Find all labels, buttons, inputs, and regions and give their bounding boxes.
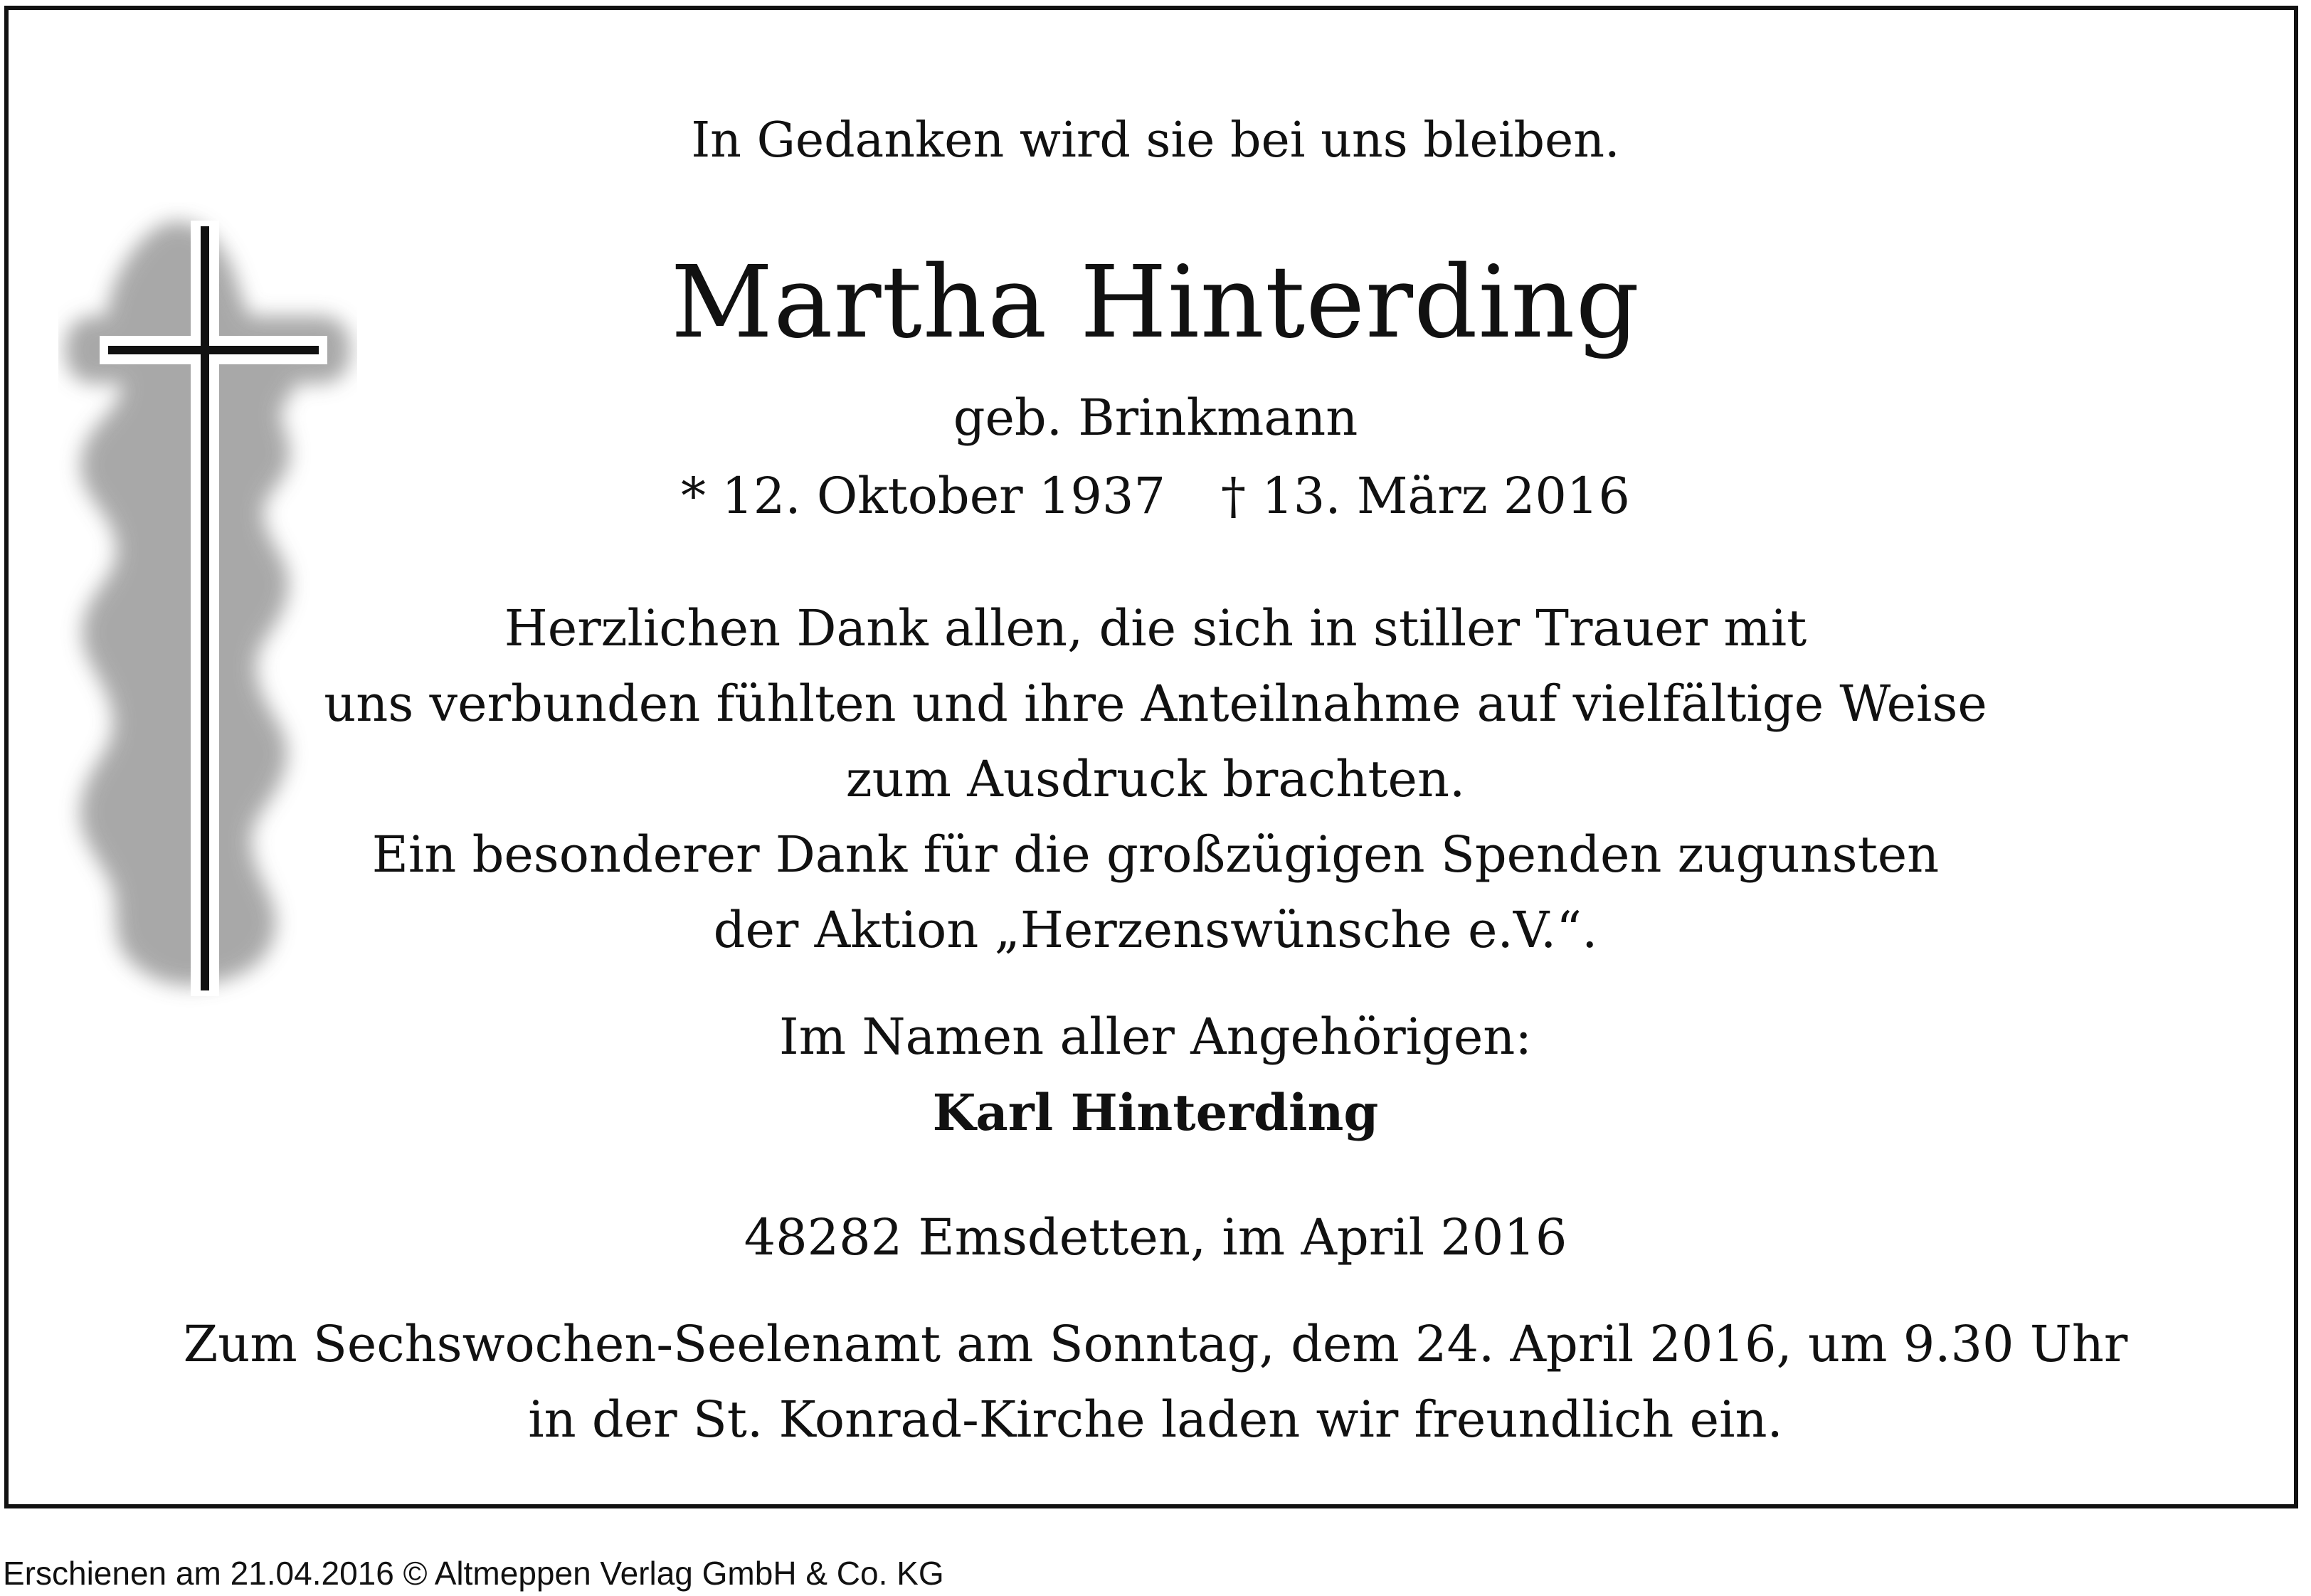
birth-date: * 12. Oktober 1937 — [681, 467, 1165, 525]
life-dates — [9, 467, 2302, 525]
invitation-line: in der St. Konrad-Kirche laden wir freundlich ein. — [528, 1390, 1783, 1449]
motto-line: In Gedanken wird sie bei uns bleiben. — [691, 112, 1620, 169]
behalf-line: Im Namen aller Angehörigen: — [779, 1008, 1532, 1066]
thanks-line: der Aktion „Herzenswünsche e.V.“. — [713, 901, 1598, 959]
invitation-paragraph — [9, 1306, 2302, 1457]
place-date: 48282 Emsdetten, im April 2016 — [744, 1208, 1567, 1267]
publication-footer: Erschienen am 21.04.2016 © Altmeppen Verlag GmbH & Co. KG — [3, 1555, 944, 1592]
deceased-name: Martha Hinterding — [670, 245, 1641, 361]
thanks-paragraph — [9, 591, 2302, 968]
thanks-line: Herzlichen Dank allen, die sich in stiller Trauer mit — [504, 599, 1807, 657]
signer-name: Karl Hinterding — [932, 1083, 1379, 1142]
thanks-line: zum Ausdruck brachten. — [845, 750, 1466, 808]
thanks-line: uns verbunden fühlten und ihre Anteilnahme auf vielfältige Weise — [324, 675, 1987, 733]
invitation-line: Zum Sechswochen-Seelenamt am Sonntag, dem 24. April 2016, um 9.30 Uhr — [183, 1315, 2128, 1373]
death-date: † 13. März 2016 — [1221, 467, 1630, 525]
thanks-line: Ein besonderer Dank für die großzügigen Spenden zugunsten — [371, 825, 1940, 884]
birth-name: geb. Brinkmann — [953, 389, 1358, 447]
obituary-notice — [4, 6, 2298, 1508]
